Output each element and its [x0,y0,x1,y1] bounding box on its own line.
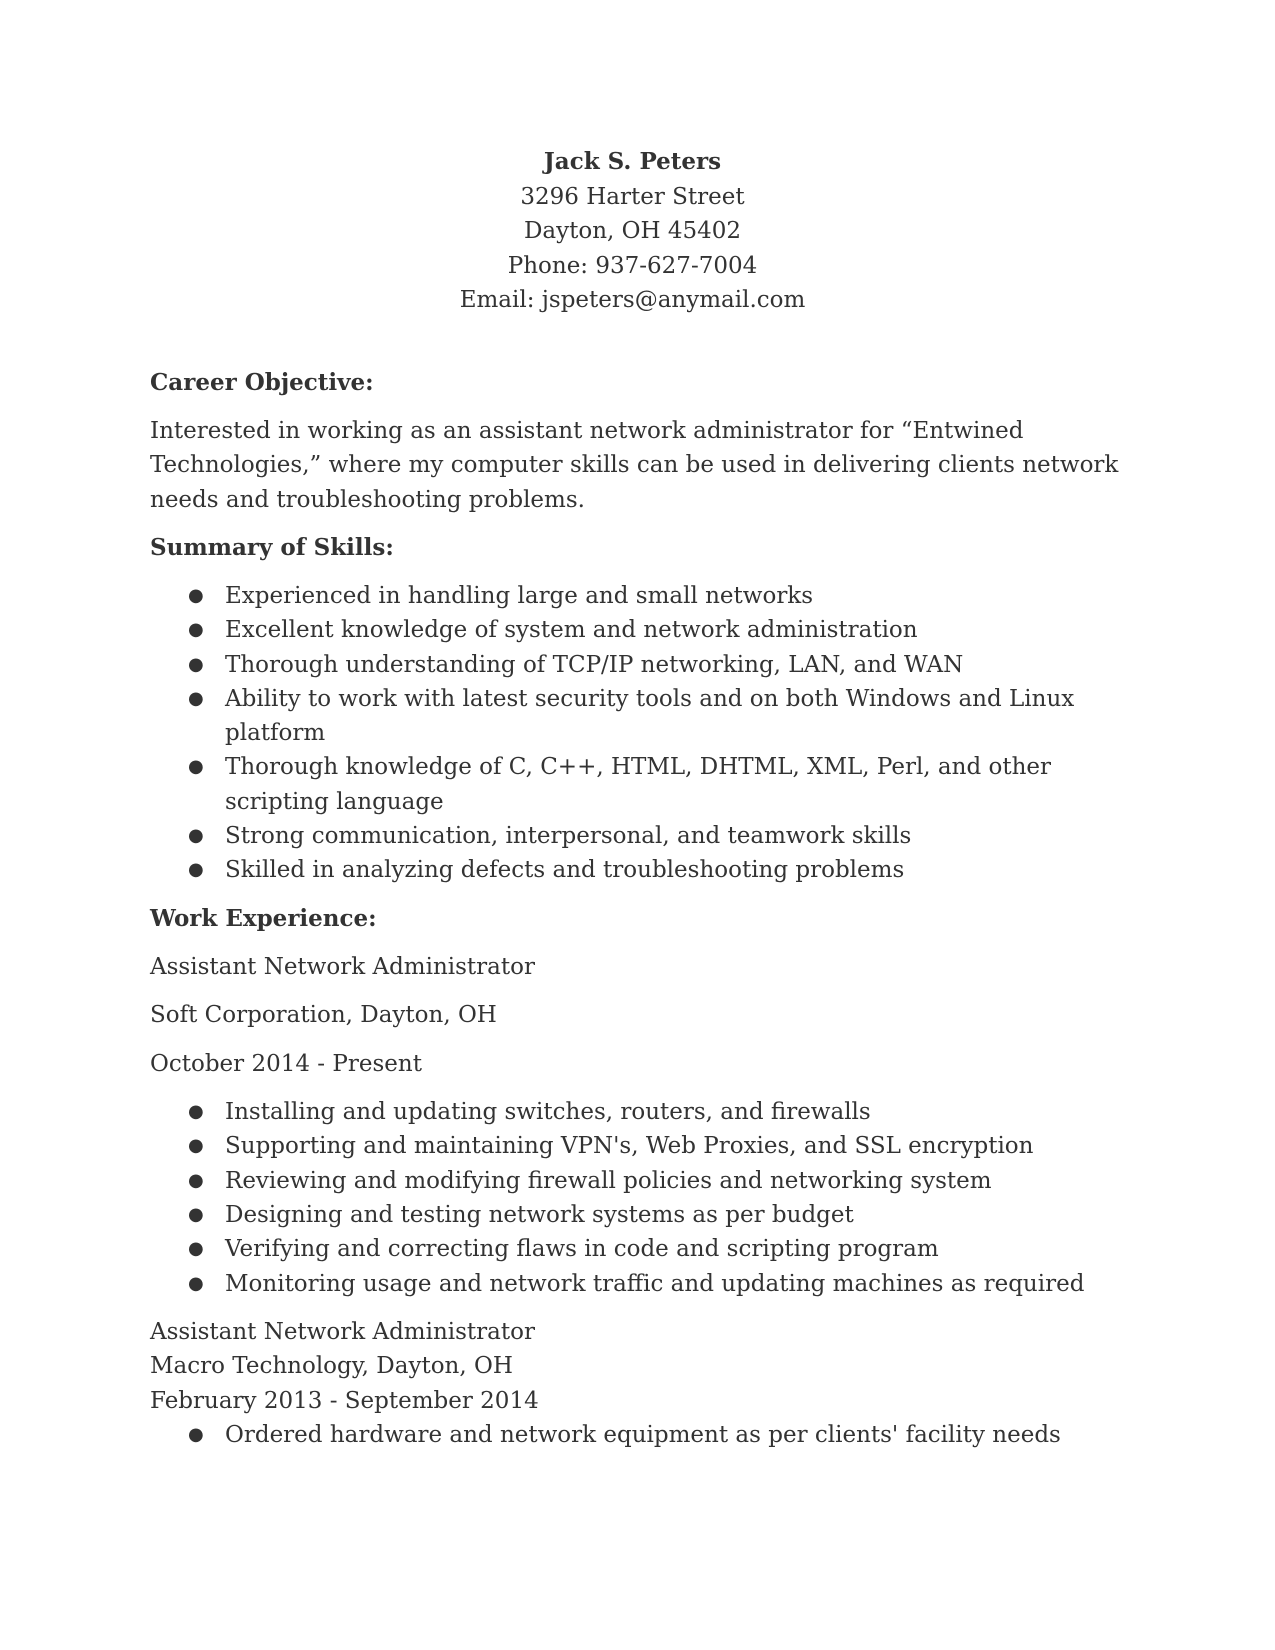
bullet-icon: ● [188,756,204,778]
bullet-icon: ● [188,1272,204,1294]
candidate-name: Jack S. Peters [543,148,722,175]
street-address: 3296 Harter Street [520,183,745,210]
job-position: Assistant Network Administrator [150,1318,535,1345]
list-item [150,613,1125,647]
skills-heading: Summary of Skills: [150,534,394,561]
skills-list [150,579,1125,888]
bullet-icon: ● [188,653,204,675]
duty-text: Supporting and maintaining VPN's, Web Proxies, and SSL encryption [225,1133,1034,1160]
career-objective-text: Interested in working as an assistant network administrator for “Entwined Technologies,” where my computer skills can be used in delivering clients network needs and troubleshooting problems. [150,417,1119,513]
skill-text: Ability to work with latest security tools and on both Windows and Linux platform [225,685,1075,747]
skill-text: Skilled in analyzing defects and troubleshooting problems [225,857,905,884]
skill-text: Strong communication, interpersonal, and teamwork skills [225,823,912,850]
bullet-icon: ● [188,585,204,606]
bullet-icon: ● [188,1169,204,1191]
city-state-zip: Dayton, OH 45402 [523,218,742,244]
duty-text: Verifying and correcting flaws in code and scripting program [225,1236,939,1263]
skill-text: Experienced in handling large and small networks [225,583,814,609]
job-company: Soft Corporation, Dayton, OH [150,1002,497,1029]
bullet-icon: ● [188,1101,204,1123]
bullet-icon: ● [188,687,204,709]
contact-header [140,145,1125,318]
job-dates: February 2013 - September 2014 [150,1387,539,1414]
skill-text: Thorough knowledge of C, C++, HTML, DHTML, XML, Perl, and other scripting language [225,754,1052,815]
bullet-icon: ● [188,619,204,641]
list-item [150,853,1125,887]
bullet-icon: ● [188,1204,204,1226]
bullet-icon: ● [188,1238,204,1260]
duty-text: Designing and testing network systems as per budget [225,1202,854,1229]
list-item [150,1164,1125,1198]
list-item [150,1198,1125,1232]
list-item [150,750,1125,819]
list-item [150,682,1125,751]
phone-number: Phone: 937-627-7004 [507,252,758,279]
job-dates: October 2014 - Present [150,1050,422,1077]
list-item [150,1095,1125,1129]
resume-page [150,145,1125,1453]
email-address: Email: jspeters@anymail.com [459,287,806,313]
bullet-icon: ● [188,1135,204,1157]
skill-text: Thorough understanding of TCP/IP networking, LAN, and WAN [225,651,964,678]
duty-text: Monitoring usage and network traffic and updating machines as required [225,1270,1085,1297]
job-duties-list [150,1418,1125,1452]
list-item [150,819,1125,853]
job-entry [150,936,1125,1301]
list-item [150,1232,1125,1266]
duty-text: Installing and updating switches, routers, and firewalls [225,1099,871,1126]
duty-text: Ordered hardware and network equipment as per clients' facility needs [225,1422,1061,1449]
duty-text: Reviewing and modifying firewall policies and networking system [225,1167,992,1194]
list-item [150,648,1125,682]
list-item [150,1267,1125,1301]
list-item [150,1129,1125,1163]
job-duties-list [150,1095,1125,1301]
career-objective-heading: Career Objective: [150,368,374,396]
bullet-icon: ● [188,1424,204,1446]
work-experience-heading: Work Experience: [150,904,377,932]
list-item [150,1418,1125,1452]
job-position: Assistant Network Administrator [150,953,535,980]
job-company: Macro Technology, Dayton, OH [150,1353,513,1380]
list-item [150,579,1125,613]
bullet-icon: ● [188,859,204,881]
skill-text: Excellent knowledge of system and network administration [225,617,918,644]
job-entry [150,1301,1125,1453]
bullet-icon: ● [188,825,204,847]
